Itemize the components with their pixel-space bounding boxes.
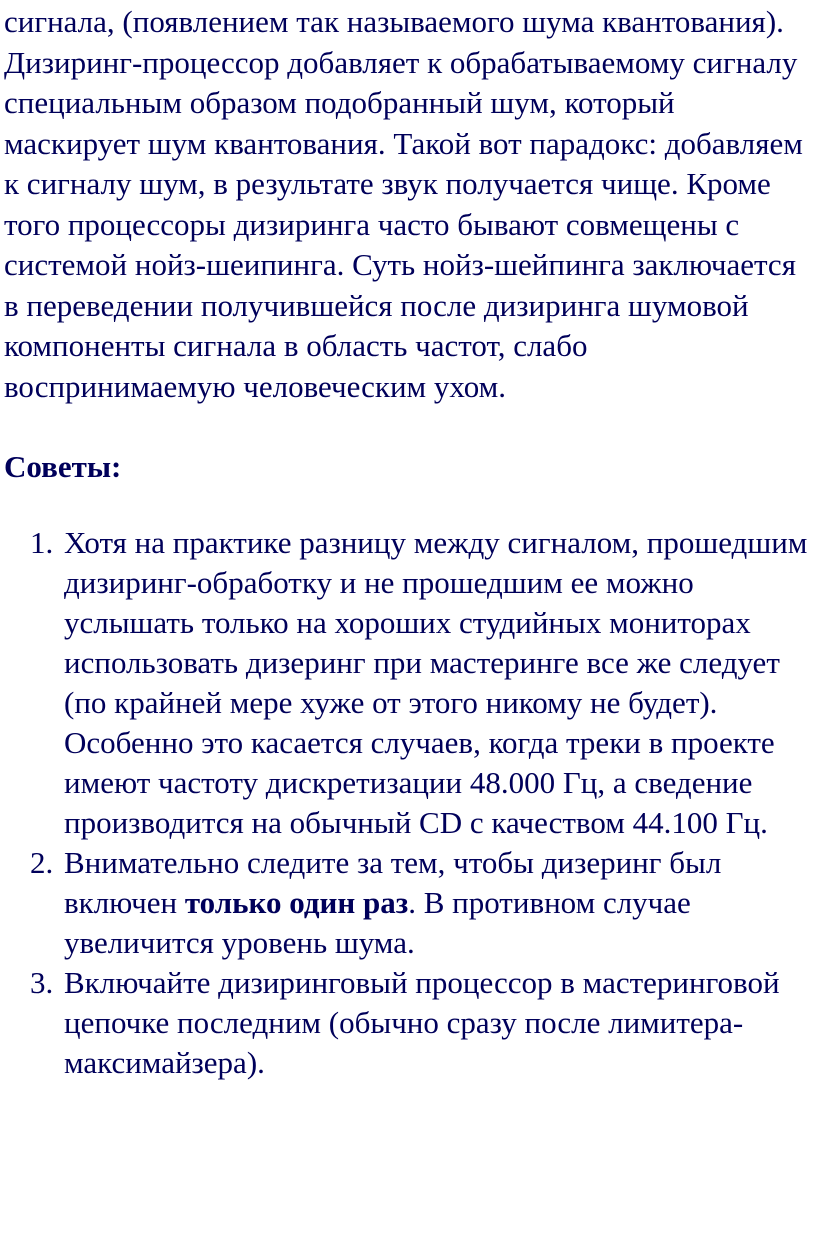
list-item-emphasis: только один раз xyxy=(184,885,409,920)
tips-heading: Советы: xyxy=(4,449,122,484)
list-item-text: Включайте дизиринговый процессор в мастеринговой цепочке последним (обычно сразу после лимитера-максимайзера). xyxy=(64,965,780,1080)
list-item xyxy=(4,963,808,1083)
list-item-number: 2. xyxy=(30,845,54,880)
list-item xyxy=(4,523,808,843)
list-item-text: Хотя на практике разницу между сигналом, прошедшим дизиринг-обработку и не прошедшим ее можно услышать только на хороших студийных мониторах использовать дизеринг при мастеринге все же следует (по крайней мере хуже от этого никому не будет). Особенно это касается случаев, когда треки в проекте имеют частоту дискретизации 48.000 Гц, а сведение производится на обычный CD с качеством 44.100 Гц. xyxy=(64,525,808,840)
tips-list xyxy=(4,523,808,1083)
list-item-number: 3. xyxy=(30,965,54,1000)
list-item-text-after: . В противном случае увеличится уровень шума. xyxy=(64,885,691,960)
list-item xyxy=(4,843,808,963)
intro-paragraph: сигнала, (появлением так называемого шума квантования). Дизиринг-процессор добавляет к обрабатываемому сигналу специальным образом подобранный шум, который маскирует шум квантования. Такой вот парадокс: добавляем к сигналу шум, в результате звук получается чище. Кроме того процессоры дизиринга часто бывают совмещены с системой нойз-шеипинга. Суть нойз-шейпинга заключается в переведении получившейся после дизиринга шумовой компоненты сигнала в область частот, слабо воспринимаемую человеческим ухом. xyxy=(4,4,803,404)
list-item-number: 1. xyxy=(30,525,54,560)
list-item-text-before: Внимательно следите за тем, чтобы дизеринг был включен xyxy=(64,845,722,920)
